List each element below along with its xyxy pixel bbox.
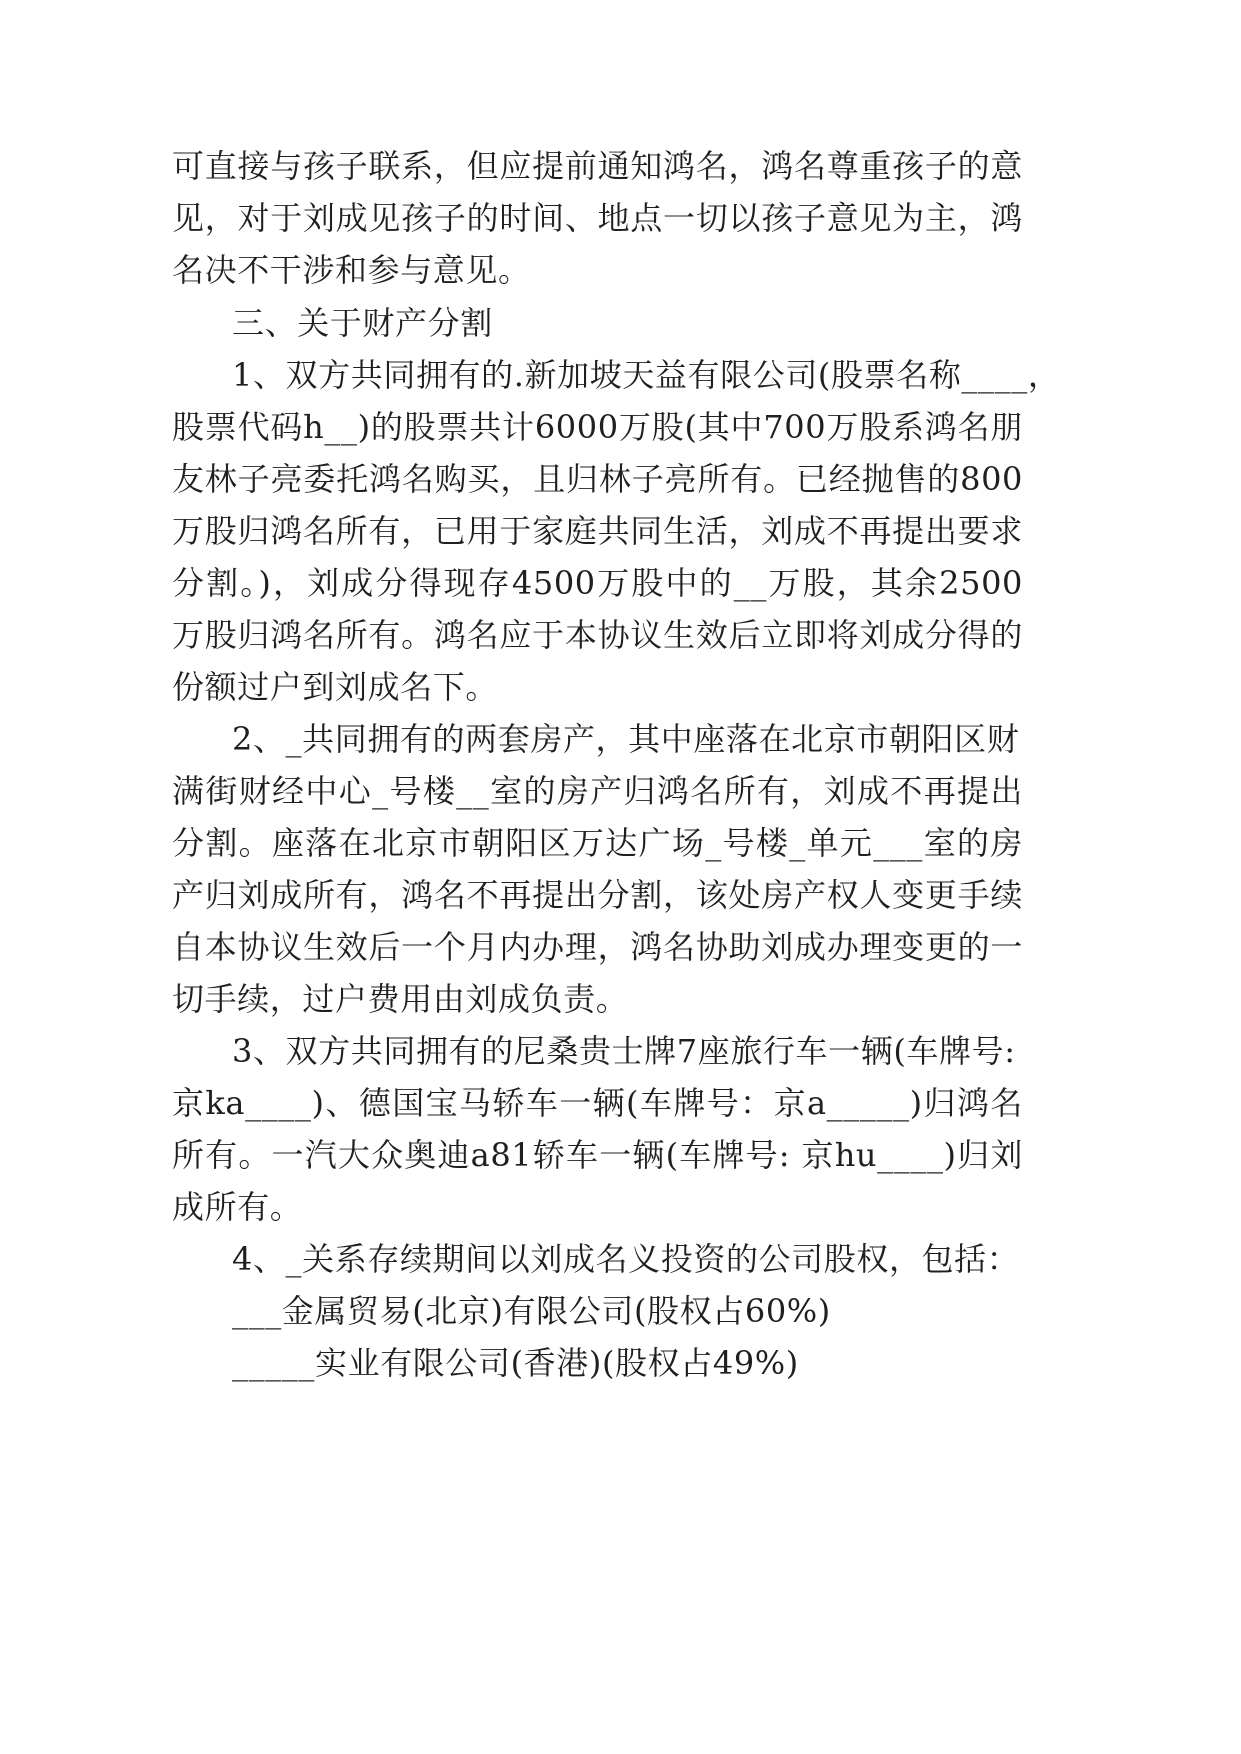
text-line: 京ka____)、德国宝马轿车一辆(车牌号：京a_____)归鸿名 — [172, 1084, 1023, 1122]
text-line: 2、_共同拥有的两套房产，其中座落在北京市朝阳区财 — [232, 720, 1020, 758]
text-line: 1、双方共同拥有的.新加坡天益有限公司(股票名称____， — [232, 356, 1061, 394]
text-line: ___金属贸易(北京)有限公司(股权占60%) — [232, 1292, 831, 1330]
text-line: 所有。一汽大众奥迪a81轿车一辆(车牌号: 京hu____)归刘 — [172, 1136, 1023, 1174]
text-line: 份额过户到刘成名下。 — [172, 668, 499, 706]
text-line: 可直接与孩子联系，但应提前通知鸿名，鸿名尊重孩子的意 — [172, 147, 1023, 185]
text-line: 友林子亮委托鸿名购买，且归林子亮所有。已经抛售的800 — [172, 460, 1023, 498]
text-line: 分割。)，刘成分得现存4500万股中的__万股，其余2500 — [172, 564, 1023, 602]
text-line: 自本协议生效后一个月内办理，鸿名协助刘成办理变更的一 — [172, 928, 1023, 966]
text-line: 成所有。 — [172, 1188, 303, 1226]
text-line: 满街财经中心_号楼__室的房产归鸿名所有，刘成不再提出 — [172, 772, 1023, 810]
text-line: _____实业有限公司(香港)(股权占49%) — [232, 1344, 799, 1382]
section-heading: 三、关于财产分割 — [232, 304, 493, 342]
text-line: 见，对于刘成见孩子的时间、地点一切以孩子意见为主，鸿 — [172, 199, 1023, 237]
text-line: 分割。座落在北京市朝阳区万达广场_号楼_单元___室的房 — [172, 824, 1023, 862]
text-line: 万股归鸿名所有，已用于家庭共同生活，刘成不再提出要求 — [172, 512, 1023, 550]
text-line: 名决不干涉和参与意见。 — [172, 251, 531, 289]
text-line: 3、双方共同拥有的尼桑贵士牌7座旅行车一辆(车牌号: — [232, 1032, 1016, 1070]
text-line: 万股归鸿名所有。鸿名应于本协议生效后立即将刘成分得的 — [172, 616, 1023, 654]
text-line: 产归刘成所有，鸿名不再提出分割，该处房产权人变更手续 — [172, 876, 1023, 914]
text-line: 股票代码h__)的股票共计6000万股(其中700万股系鸿名朋 — [172, 408, 1023, 446]
text-line: 切手续，过户费用由刘成负责。 — [172, 980, 629, 1018]
text-line: 4、_关系存续期间以刘成名义投资的公司股权，包括： — [232, 1240, 1020, 1278]
